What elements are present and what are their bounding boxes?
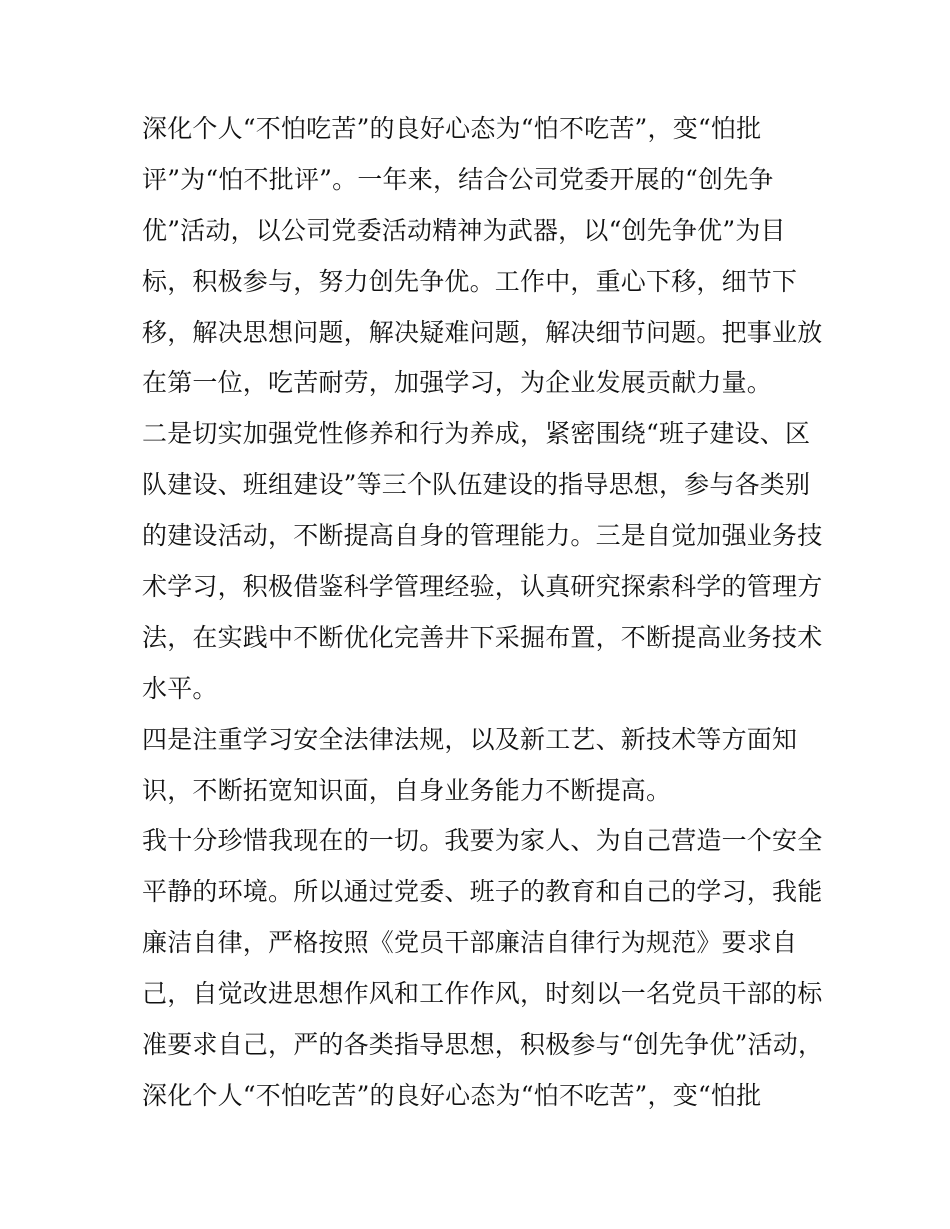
text-line: 准要求自己，严的各类指导思想，积极参与“创先争优”活动， (142, 1030, 824, 1060)
text-line: 四是注重学习安全法律法规，以及新工艺、新技术等方面知 (142, 724, 798, 754)
text-line: 深化个人“不怕吃苦”的良好心态为“怕不吃苦”，变“怕批 (142, 1080, 762, 1110)
text-line: 廉洁自律，严格按照《党员干部廉洁自律行为规范》要求自 (142, 928, 798, 958)
text-line: 二是切实加强党性修养和行为养成，紧密围绕“班子建设、区 (142, 419, 811, 449)
text-line: 术学习，积极借鉴科学管理经验，认真研究探索科学的管理方 (142, 572, 823, 602)
text-line: 己，自觉改进思想作风和工作作风，时刻以一名党员干部的标 (142, 979, 823, 1009)
text-line: 移，解决思想问题，解决疑难问题，解决细节问题。把事业放 (142, 317, 823, 347)
text-line: 在第一位，吃苦耐劳，加强学习，为企业发展贡献力量。 (142, 368, 773, 398)
text-line: 标，积极参与，努力创先争优。工作中，重心下移，细节下 (142, 266, 798, 296)
text-line: 评”为“怕不批评”。一年来，结合公司党委开展的“创先争 (142, 164, 774, 194)
text-line: 深化个人“不怕吃苦”的良好心态为“怕不吃苦”，变“怕批 (142, 114, 762, 143)
text-line: 水平。 (142, 673, 218, 703)
text-line: 识，不断拓宽知识面，自身业务能力不断提高。 (142, 775, 672, 805)
text-line: 平静的环境。所以通过党委、班子的教育和自己的学习，我能 (142, 877, 823, 907)
document-body (142, 104, 822, 1122)
text-line: 我十分珍惜我现在的一切。我要为家人、为自己营造一个安全 (142, 826, 823, 856)
text-line: 优”活动，以公司党委活动精神为武器，以“创先争优”为目 (142, 215, 786, 245)
text-line: 的建设活动，不断提高自身的管理能力。三是自觉加强业务技 (142, 521, 823, 551)
text-line: 法，在实践中不断优化完善井下采掘布置，不断提高业务技术 (142, 622, 823, 652)
text-line: 队建设、班组建设”等三个队伍建设的指导思想，参与各类别 (142, 470, 811, 500)
